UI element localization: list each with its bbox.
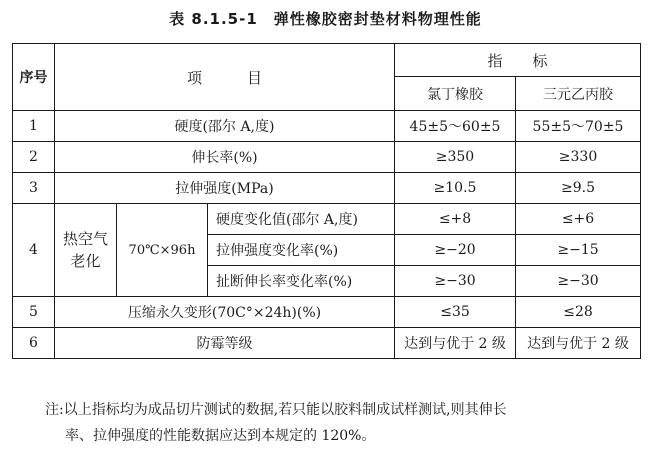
material-properties-table	[12, 43, 641, 359]
row-item: 扯断伸长率变化率(%)	[208, 266, 395, 297]
header-spec: 指 标	[395, 44, 641, 77]
header-epdm: 三元乙丙胶	[516, 77, 641, 111]
aging-group-text: 热空气老化	[62, 230, 108, 270]
row-no: 2	[13, 142, 55, 173]
table-note	[45, 397, 645, 449]
note-line-2: 率、拉伸强度的性能数据应达到本规定的 120%。	[65, 428, 376, 444]
table-title: 表 8.1.5-1 弹性橡胶密封垫材料物理性能	[169, 10, 482, 28]
aging-condition: 70℃×96h	[117, 204, 208, 297]
row-value-a: ≥350	[395, 142, 516, 173]
row-value-b: 达到与优于 2 级	[516, 328, 641, 359]
header-no: 序号	[13, 44, 55, 111]
row-item: 拉伸强度变化率(%)	[208, 235, 395, 266]
row-no: 4	[13, 204, 55, 297]
row-value-a: 达到与优于 2 级	[395, 328, 516, 359]
row-value-a: ≥−30	[395, 266, 516, 297]
note-line-1: 注:以上指标均为成品切片测试的数据,若只能以胶料制成试样测试,则其伸长	[45, 402, 507, 418]
row-value-a: ≤+8	[395, 204, 516, 235]
table-row	[13, 297, 641, 328]
row-value-a: ≥10.5	[395, 173, 516, 204]
table-row	[13, 142, 641, 173]
row-no: 3	[13, 173, 55, 204]
row-no: 1	[13, 111, 55, 142]
table-row	[13, 328, 641, 359]
table-row	[13, 111, 641, 142]
row-value-b: ≥−30	[516, 266, 641, 297]
row-value-a: ≤35	[395, 297, 516, 328]
row-value-b: ≥9.5	[516, 173, 641, 204]
table-row	[13, 204, 641, 235]
row-value-b: 55±5～70±5	[516, 111, 641, 142]
row-item: 拉伸强度(MPa)	[55, 173, 395, 204]
row-no: 6	[13, 328, 55, 359]
row-value-b: ≥330	[516, 142, 641, 173]
header-chloroprene: 氯丁橡胶	[395, 77, 516, 111]
row-value-b: ≤+6	[516, 204, 641, 235]
aging-group-label	[55, 204, 117, 297]
row-item: 防霉等级	[55, 328, 395, 359]
row-item: 硬度变化值(邵尔 A,度)	[208, 204, 395, 235]
row-no: 5	[13, 297, 55, 328]
row-item: 压缩永久变形(70C°×24h)(%)	[55, 297, 395, 328]
row-item: 伸长率(%)	[55, 142, 395, 173]
header-item: 项 目	[55, 44, 395, 111]
table-row	[13, 173, 641, 204]
header-row	[13, 44, 641, 77]
row-value-a: 45±5～60±5	[395, 111, 516, 142]
row-value-a: ≥−20	[395, 235, 516, 266]
row-value-b: ≤28	[516, 297, 641, 328]
row-item: 硬度(邵尔 A,度)	[55, 111, 395, 142]
row-value-b: ≥−15	[516, 235, 641, 266]
